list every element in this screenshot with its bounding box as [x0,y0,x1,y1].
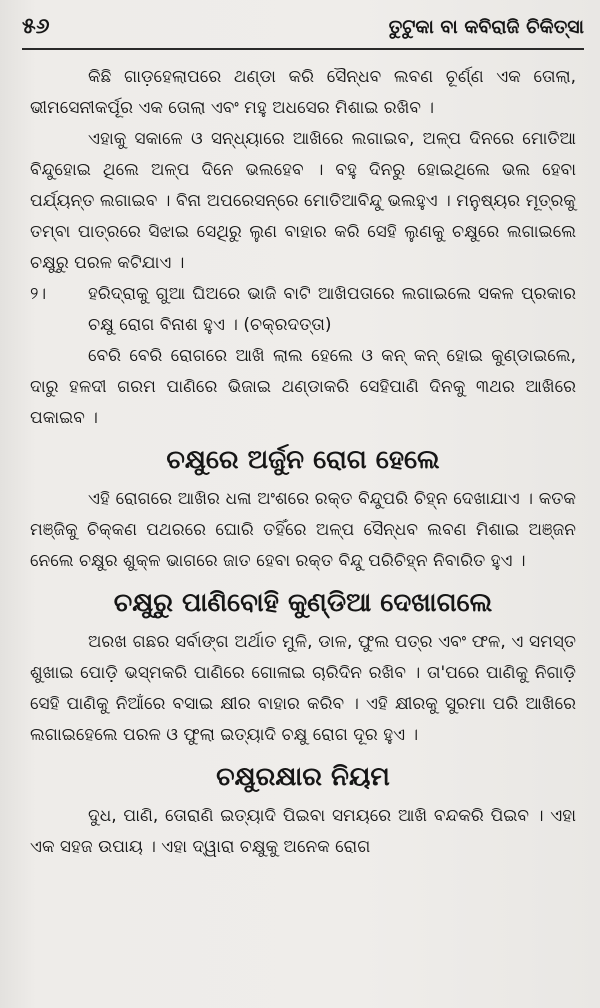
section-heading-eye-care: ଚକ୍ଷୁରକ୍ଷାର ନିୟମ [216,762,390,792]
item-number: ୨। [30,284,47,304]
section-text-arjuna: ଏହି ରୋଗରେ ଆଖିର ଧଳା ଅଂଶରେ ରକ୍ତ ବିନ୍ଦୁପରି ଚିହ୍ନ ଦେଖାଯାଏ । କତକ ମଞ୍ଜିକୁ ଚିକ୍କଣ ପଥରରେ ଘୋରି ତହିଁରେ ଅଳ୍ପ ସୈନ୍ଧବ ଲବଣ ମିଶାଇ ଅଞ୍ଜନ ନେଲେ ଚକ୍ଷୁର ଶୁକ୍ଳ ଭାଗରେ ଜାତ ହେବା ରକ୍ତ ବିନ୍ଦୁ ପରିଚିହ୍ନ ନିବାରିତ ହୁଏ । [30,489,576,571]
numbered-item-2 [30,279,576,341]
section-heading-arjuna: ଚକ୍ଷୁରେ ଅର୍ଜୁନ ରୋଗ ହେଲେ [166,445,440,475]
page-header [22,14,584,50]
section-text-eye-care: ଦୁଧ, ପାଣି, ତୋରାଣି ଇତ୍ୟାଦି ପିଇବା ସମୟରେ ଆଖି ବନ୍ଦକରି ପିଇବ । ଏହା ଏକ ସହଜ ଉପାୟ । ଏହା ଦ୍ୱାରା ଚକ୍ଷୁକୁ ଅନେକ ରୋଗ [30,806,576,857]
paragraph-usage: ଏହାକୁ ସକାଳେ ଓ ସନ୍ଧ୍ୟାରେ ଆଖିରେ ଲଗାଇବ, ଅଳ୍ପ ଦିନରେ ମୋତିଆ ବିନ୍ଦୁହୋଇ ଥିଲେ ଅଳ୍ପ ଦିନେ ଭଲହେବ । ବହୁ ଦିନରୁ ହୋଇଥିଲେ ଭଲ ହେବା ପର୍ଯ୍ୟନ୍ତ ଲଗାଇବ । ବିନା ଅପରେସନ୍‌ରେ ମୋତିଆବିନ୍ଦୁ ଭଲହୁଏ । ମନୁଷ୍ୟର ମୂତ୍ରକୁ ତମ୍ବା ପାତ୍ରରେ ସିଝାଇ ସେଥିରୁ ଲୁଣ ବାହାର କରି ସେହି ଲୁଣକୁ ଚକ୍ଷୁରେ ଲଗାଇଲେ ଚକ୍ଷୁରୁ ପରଳ କଟିଯାଏ । [30,129,576,273]
page-number: ୫୬ [22,14,50,39]
item-text: ହରିଦ୍ରାକୁ ଗୁଆ ଘିଅରେ ଭାଜି ବାଟି ଆଖିପତାରେ ଲଗାଇଲେ ସକଳ ପ୍ରକାର ଚକ୍ଷୁ ରୋଗ ବିନାଶ ହୁଏ । (ଚକ୍ରଦତ୍ତା) [88,284,576,335]
page-content [30,62,576,863]
section-heading-watering-eyes: ଚକ୍ଷୁରୁ ପାଣିବୋହି କୁଣ୍ଡିଆ ଦେଖାଗଲେ [113,588,493,618]
paragraph-beriberi: ବେରି ବେରି ରୋଗରେ ଆଖି ଲାଲ ହେଲେ ଓ କନ୍ କନ୍ ହୋଇ କୁଣ୍ଡାଇଲେ, ଦାରୁ ହଳଦୀ ଗରମ ପାଣିରେ ଭିଜାଇ ଥଣ୍ଡାକରି ସେହିପାଣି ଦିନକୁ ୩ଥର ଆଖିରେ ପକାଇବ । [30,346,576,428]
paragraph-preparation: କିଛି ଗାଡ଼ହେଲାପରେ ଥଣ୍ଡା କରି ସୈନ୍ଧବ ଲବଣ ଚୂର୍ଣ୍ଣ ଏକ ତୋଲା, ଭୀମସେନୀକର୍ପୂର ଏକ ତୋଲା ଏବଂ ମହୁ ଅଧସେର ମିଶାଇ ରଖିବ । [30,67,576,118]
running-title: ତୁଟୁକା ବା କବିରାଜି ଚିକିତ୍ସା [388,16,584,38]
section-text-watering-eyes: ଅରଖ ଗଛର ସର୍ବାଙ୍ଗ ଅର୍ଥାତ ମୁଳି, ଡାଳ, ଫୁଲ ପତ୍ର ଏବଂ ଫଳ, ଏ ସମସ୍ତ ଶୁଖାଇ ପୋଡ଼ି ଭସ୍ମକରି ପାଣିରେ ଗୋଳାଇ ଚାରିଦିନ ରଖିବ । ତା'ପରେ ପାଣିକୁ ନିଗାଡ଼ି ସେହି ପାଣିକୁ ନିଆଁରେ ବସାଇ କ୍ଷୀର ବାହାର କରିବ । ଏହି କ୍ଷୀରକୁ ସୁରମା ପରି ଆଖିରେ ଲଗାଇହେଲେ ପରଳ ଓ ଫୁଲା ଇତ୍ୟାଦି ଚକ୍ଷୁ ରୋଗ ଦୂର ହୁଏ । [30,632,576,745]
